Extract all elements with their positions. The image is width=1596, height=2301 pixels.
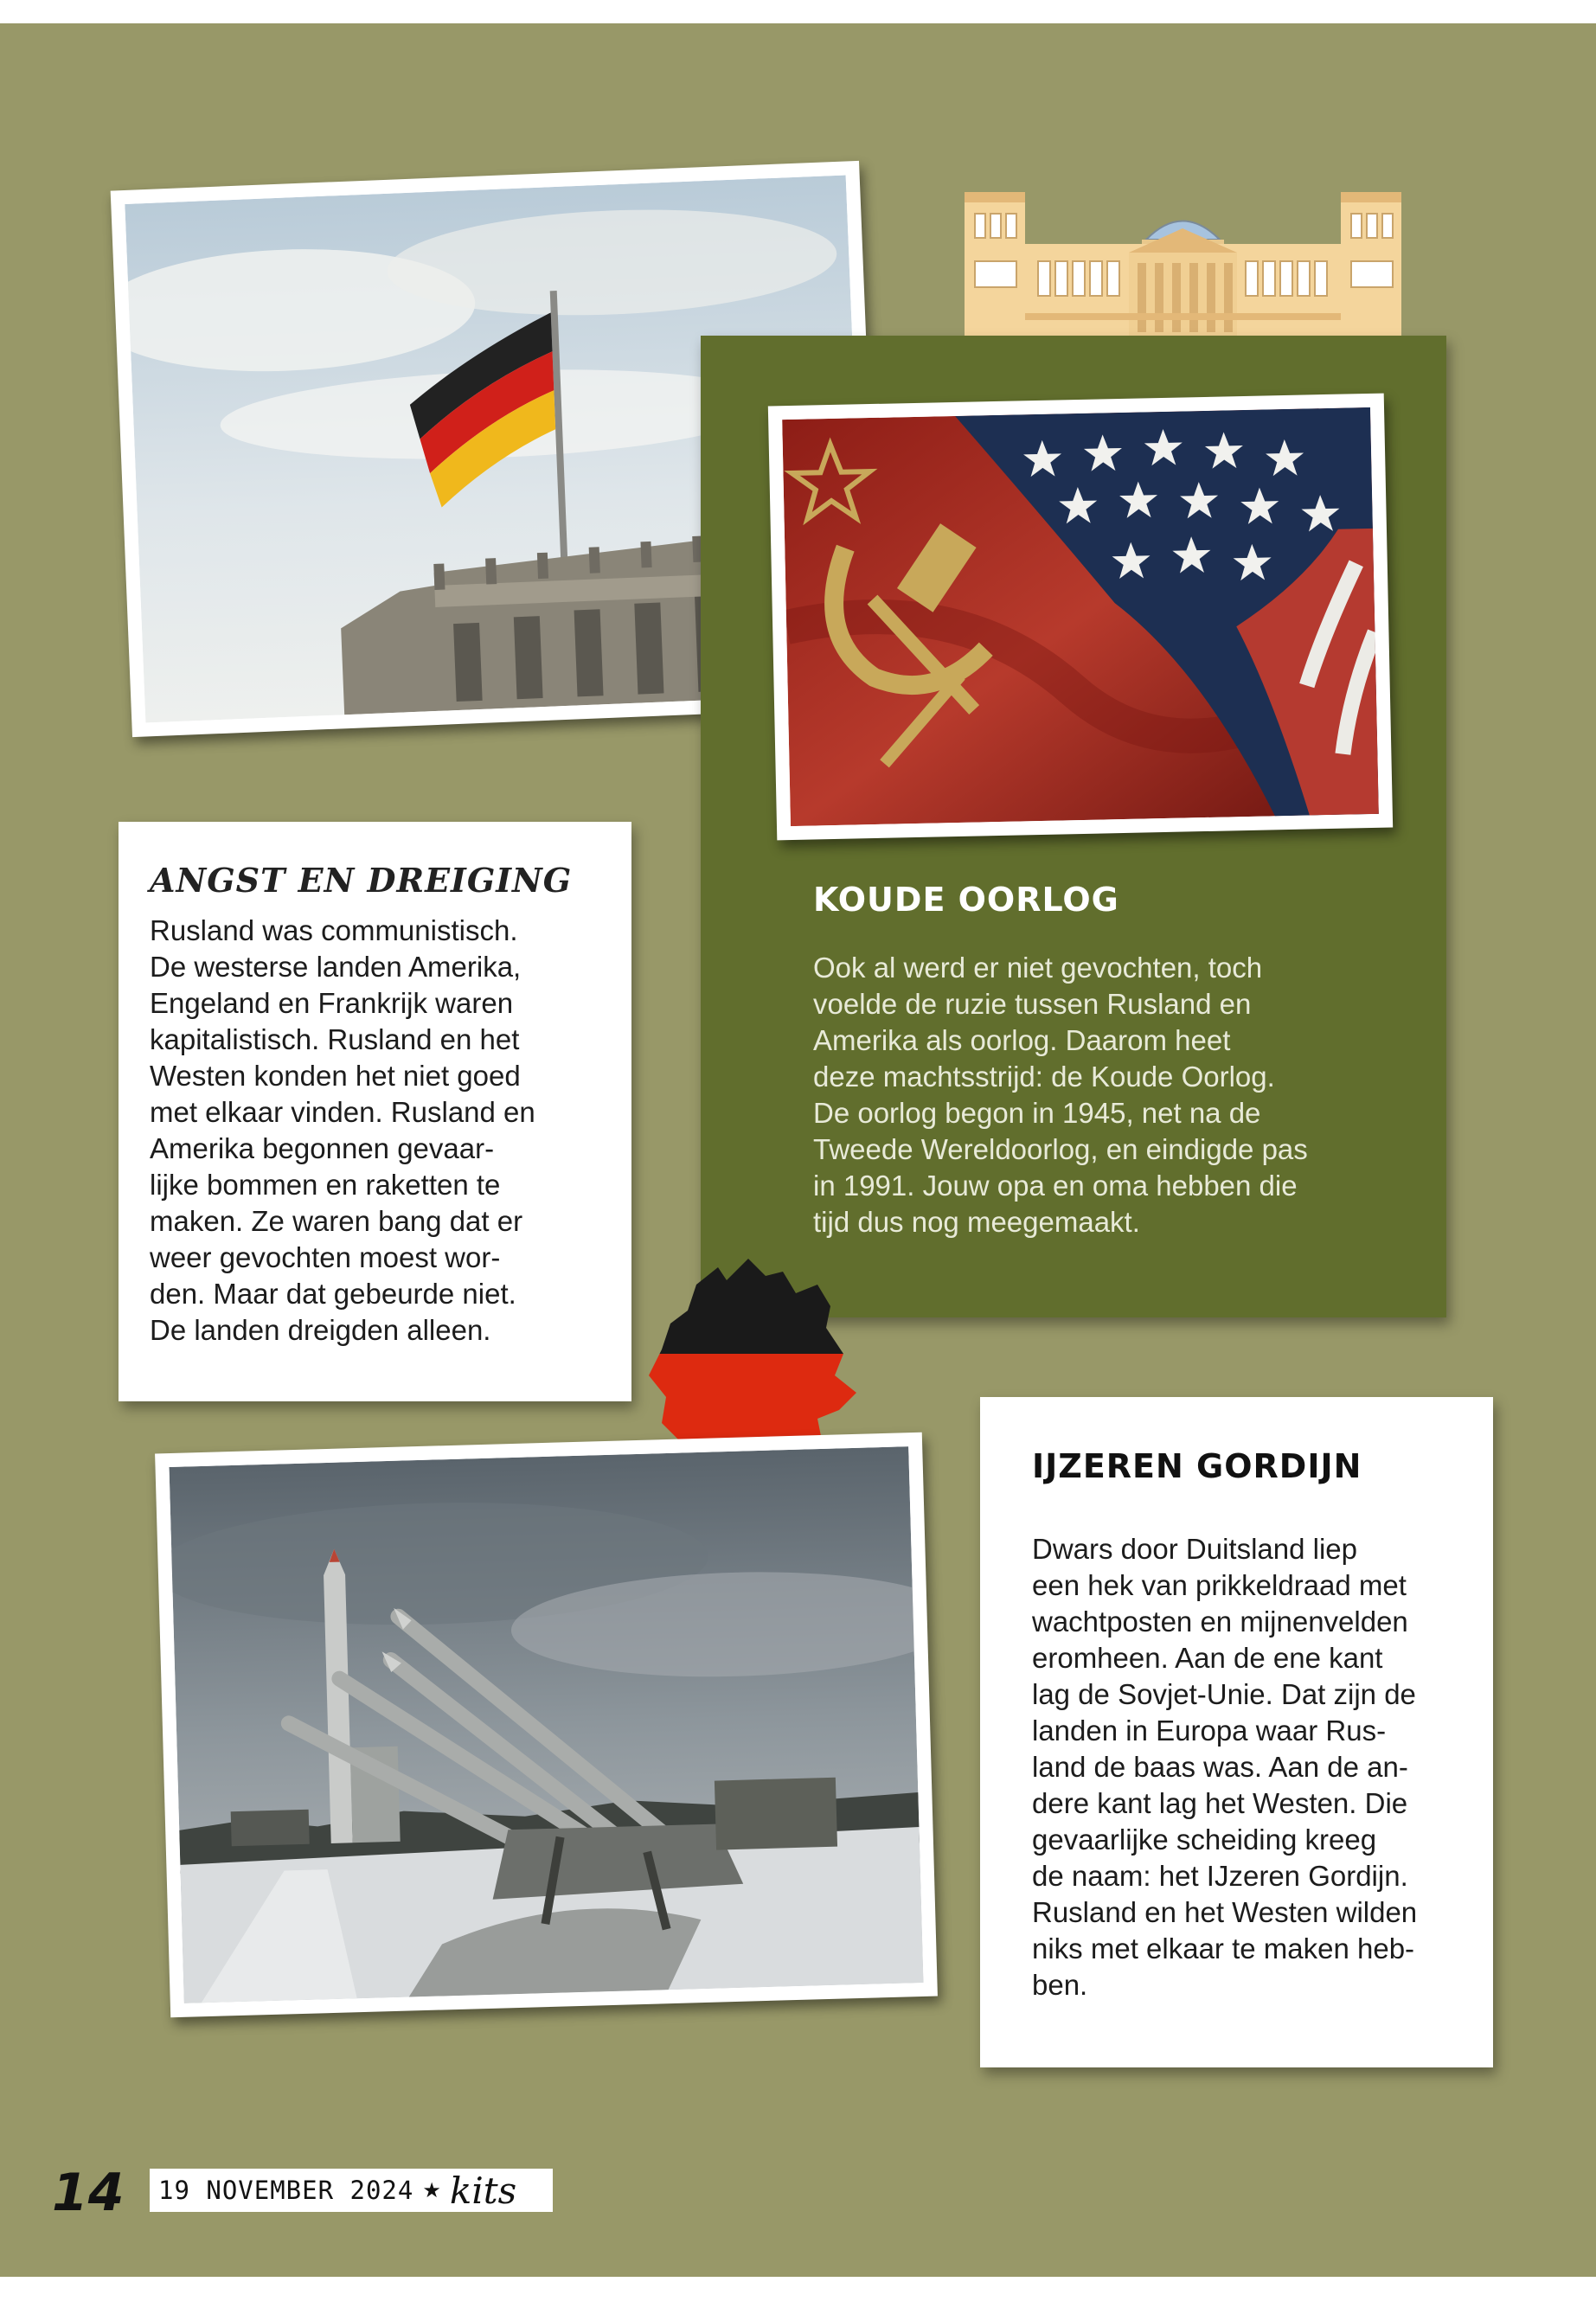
ijzeren-gordijn-text: Dwars door Duitsland liep een hek van prikkeldraad met wachtposten en mijnenvelden eromheen. Aan de ene kant lag de Sovjet-Unie. Dat zijn de landen in Europa waar Rus- land de baas was. Aan de an- dere kant lag het Westen. Die gevaarlijke scheiding kreeg de naam: het IJzeren Gordijn. Rusland en het Westen wilden niks met elkaar te maken heb- ben.: [1032, 1533, 1418, 2001]
photo-soviet-us-flags: [768, 394, 1393, 841]
koude-oorlog-text: Ook al werd er niet gevochten, toch voelde de ruzie tussen Rusland en Amerika als oorlog. Daarom heet deze machtsstrijd: de Koude Oorlog. De oorlog begon in 1945, net na de Tweede Wereldoorlog, en eindigde pas in 1991. Jouw opa en oma hebben die tijd dus nog meegemaakt.: [813, 952, 1308, 1238]
ijzeren-gordijn-card: [980, 1397, 1493, 2067]
footer-bar: [150, 2169, 553, 2212]
angst-card: [119, 822, 631, 1401]
ijzeren-gordijn-heading: IJZEREN GORDIJN: [1032, 1447, 1362, 1485]
reichstag-building-icon: [965, 192, 1401, 339]
star-icon: ★: [422, 2178, 441, 2202]
angst-text: Rusland was communistisch. De westerse landen Amerika, Engeland en Frankrijk waren kapitalistisch. Rusland en het Westen konden het niet goed met elkaar vinden. Rusland en Amerika begonnen gevaar- lijke bommen en raketten te maken. Ze waren bang dat er weer gevochten moest wor- den. Maar dat gebeurde niet. De landen dreigden alleen.: [150, 914, 535, 1346]
brand-logo: kits: [449, 2169, 517, 2212]
photo-missiles-snow: [155, 1433, 938, 2018]
page-number: 14: [52, 2163, 125, 2223]
koude-oorlog-heading: KOUDE OORLOG: [813, 881, 1119, 919]
angst-heading: ANGST EN DREIGING: [150, 861, 573, 900]
footer-date: 19 NOVEMBER 2024: [158, 2176, 414, 2205]
